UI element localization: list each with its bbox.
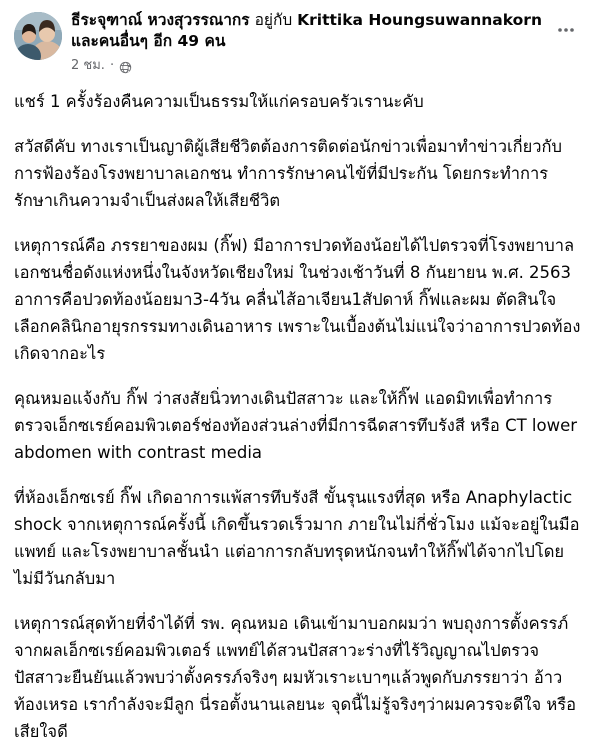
post-header-text — [71, 10, 586, 74]
with-label: อยู่กับ — [254, 11, 293, 29]
post-headline — [71, 10, 544, 52]
meta-separator: · — [109, 58, 115, 73]
post-paragraph: เหตุการณ์คือ ภรรยาของผม (กิ๊ฟ) มีอาการปวดท้องน้อยได้ไปตรวจที่โรงพยาบาลเอกชนชื่อดังแห่งหนึ่งในจังหวัดเชียงใหม่ ในช่วงเช้าวันที่ 8 กันยายน พ.ศ. 2563 อาการคือปวดท้องน้อยมา3-4วัน คลื่นไส้อาเจียน1สัปดาห์ กิ๊ฟและผม ตัดสินใจเลือกคลินิกอายุรกรรมทางเดินอาหาร เพราะในเบื้องต้นไม่แน่ใจว่าอาการปวดท้องเกิดจากอะไร — [14, 236, 581, 363]
author-name[interactable]: ธีระจุฑาณ์ หวงสุวรรณากร — [71, 11, 250, 29]
post-paragraph: ที่ห้องเอ็กซเรย์ กิ๊ฟ เกิดอาการแพ้สารทึบรังสี ขั้นรุนแรงที่สุด หรือ Anaphylactic shock จากเหตุการณ์ครั้งนี้ เกิดขึ้นรวดเร็วมาก ภายในไม่กี่ชั่วโมง แม้จะอยู่ในมือแพทย์ และโรงพยาบาลชั้นนำ แต่อาการกลับทรุดหนักจนทำให้กิ๊ฟได้จากไปโดยไม่มีวันกลับมา — [14, 488, 580, 588]
globe-icon[interactable] — [119, 61, 132, 74]
post-paragraph: แชร์ 1 ครั้งร้องคืนความเป็นธรรมให้แก่ครอบครัวเรานะคับ — [14, 92, 424, 111]
avatar-photo — [14, 12, 62, 60]
post-timestamp[interactable]: 2 ชม. — [71, 58, 105, 73]
post-paragraph: คุณหมอแจ้งกับ กิ๊ฟ ว่าสงสัยนิ่วทางเดินปัสสาวะ และให้กิ๊ฟ แอดมิทเพื่อทำการตรวจเอ็กซเรย์คอมพิวเตอร์ช่องท้องส่วนล่างที่มีการฉีดสารทึบรังสี หรือ CT lower abdomen with contrast media — [14, 389, 578, 462]
post-header — [14, 10, 586, 74]
tagged-person-name[interactable]: Krittika Houngsuwannakorn — [297, 11, 542, 29]
post-body — [14, 88, 586, 745]
ellipsis-horizontal-icon[interactable] — [548, 18, 584, 42]
post-meta — [71, 58, 544, 74]
post-paragraph: สวัสดีคับ ทางเราเป็นญาติผู้เสียชีวิตต้องการติดต่อนักข่าวเพื่อมาทำข่าวเกี่ยวกับการฟ้องร้องโรงพยาบาลเอกชน ทำการรักษาคนไข้ที่มีประกัน โดยกระทำการรักษาเกินความจำเป็นส่งผลให้เสียชีวิต — [14, 137, 562, 210]
post-paragraph: เหตุการณ์สุดท้ายที่จำได้ที่ รพ. คุณหมอ เดินเข้ามาบอกผมว่า พบถุงการตั้งครรภ์จากผลเอ็กซเรย์คอมพิวเตอร์ แพทย์ได้สวนปัสสาวะร่างที่ไร้วิญญาณไปตรวจปัสสาวะยืนยันแล้วพบว่าตั้งครรภ์จริงๆ ผมหัวเราะเบาๆแล้วพูดกับภรรยาว่า อ้าวท้องเหรอ เรากำลังจะมีลูก นี่รอตั้งนานเลยนะ จุดนี้ไม่รู้จริงๆว่าผมควรจะดีใจ หรือเสียใจดี — [14, 614, 577, 741]
avatar[interactable] — [14, 12, 62, 60]
others-count-label[interactable]: และคนอื่นๆ อีก 49 คน — [71, 32, 226, 50]
